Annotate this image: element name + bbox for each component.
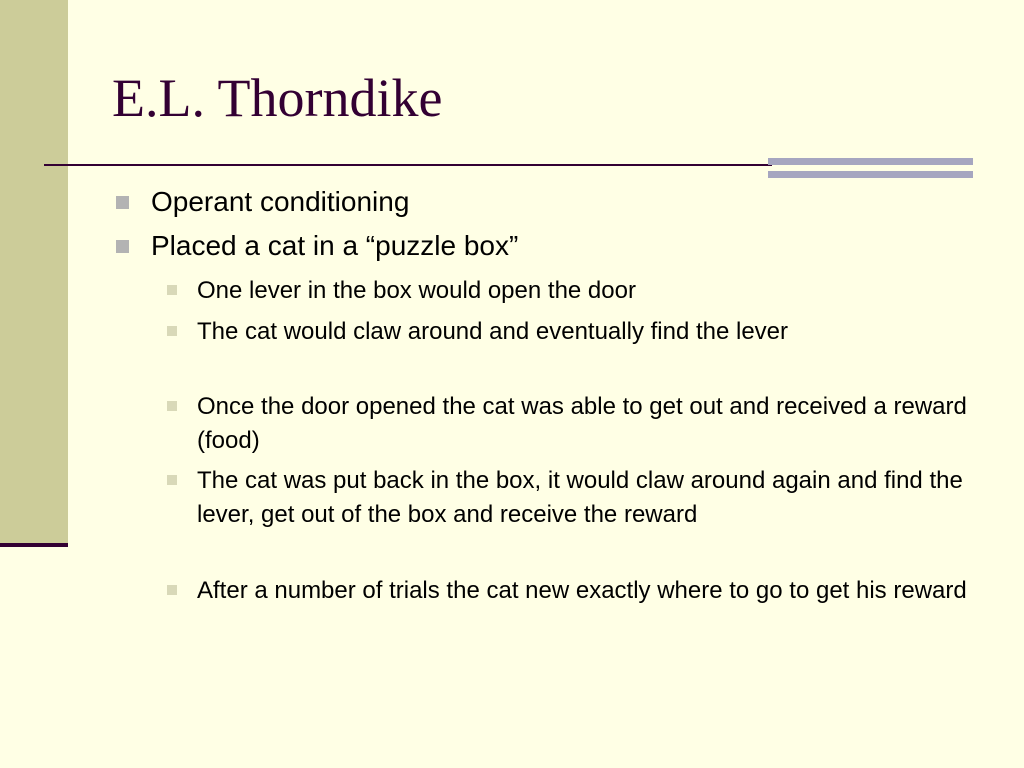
bullet-item — [151, 229, 518, 263]
sub-bullet-text: The cat would claw around and eventually find the lever — [197, 318, 789, 345]
sub-bullet-text: After a number of trials the cat new exactly where to go to get his reward — [197, 577, 967, 604]
square-sub-bullet-icon — [167, 475, 177, 485]
square-sub-bullet-icon — [167, 326, 177, 336]
bullet-item — [151, 185, 409, 219]
bullet-text: Operant conditioning — [151, 186, 410, 217]
sub-bullet-text: One lever in the box would open the door — [197, 277, 636, 304]
sub-bullet-item — [197, 464, 977, 532]
square-bullet-icon — [116, 196, 129, 209]
sub-bullet-item — [197, 574, 977, 608]
sub-bullet-text: The cat was put back in the box, it would claw around again and find the lever, get out of the box and receive the reward — [197, 467, 963, 528]
slide-title: E.L. Thorndike — [112, 68, 443, 128]
square-sub-bullet-icon — [167, 585, 177, 595]
sub-bullet-item — [197, 274, 977, 308]
square-bullet-icon — [116, 240, 129, 253]
square-sub-bullet-icon — [167, 285, 177, 295]
bullet-text: Placed a cat in a “puzzle box” — [151, 230, 519, 261]
sub-bullet-item — [197, 315, 977, 349]
sub-bullet-text: Once the door opened the cat was able to get out and received a reward (food) — [197, 393, 967, 454]
sub-bullet-item — [197, 390, 977, 458]
square-sub-bullet-icon — [167, 401, 177, 411]
